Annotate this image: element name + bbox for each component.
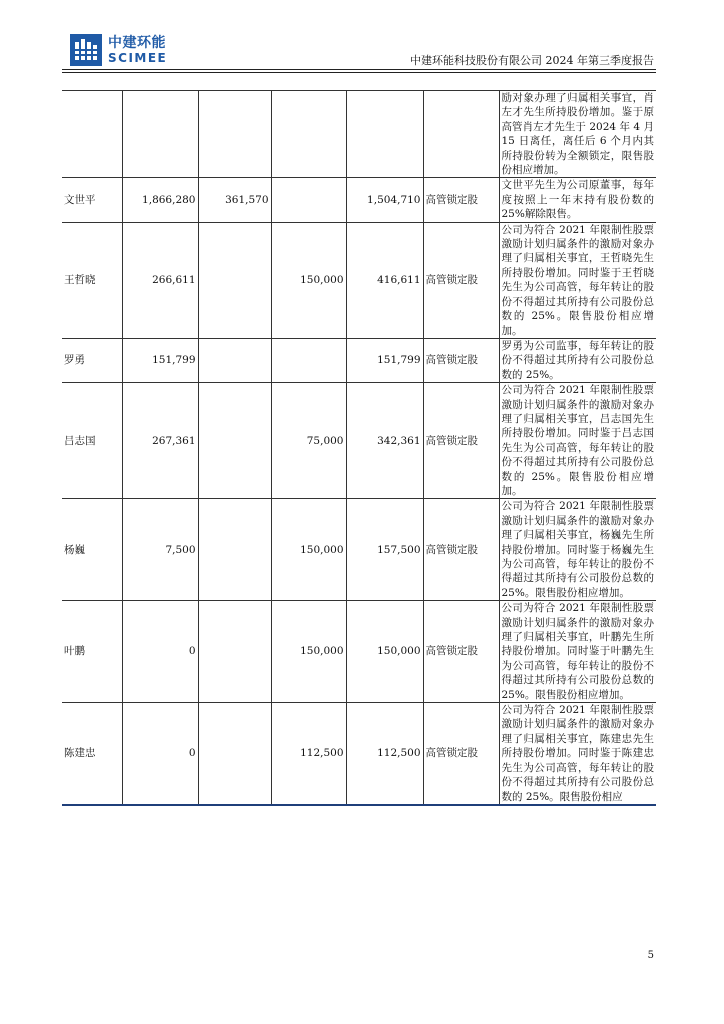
release-note-cell: 罗勇为公司监事，每年转让的股份不得超过其所持有公司股份总数的 25%。 — [499, 338, 656, 382]
beginning-restricted-cell: 0 — [122, 601, 198, 703]
release-note-cell: 文世平先生为公司原董事，每年度按照上一年末持有股份数的 25%解除限售。 — [499, 178, 656, 222]
table-row — [62, 601, 656, 703]
holder-name-cell: 陈建忠 — [62, 703, 122, 805]
beginning-restricted-cell: 0 — [122, 703, 198, 805]
holder-name-cell: 杨巍 — [62, 499, 122, 601]
holder-name-cell — [62, 91, 122, 178]
released-shares-cell — [198, 499, 271, 601]
holder-name-cell: 文世平 — [62, 178, 122, 222]
released-shares-cell — [198, 91, 271, 178]
restricted-shares-table — [62, 90, 656, 806]
holder-name-cell: 叶鹏 — [62, 601, 122, 703]
ending-restricted-cell: 1,504,710 — [346, 178, 423, 222]
released-shares-cell — [198, 222, 271, 338]
released-shares-cell: 361,570 — [198, 178, 271, 222]
release-note-cell: 公司为符合 2021 年限制性股票激励计划归属条件的激励对象办理了归属相关事宜，吕志国先生所持股份增加。同时鉴于吕志国先生为公司高管，每年转让的股份不得超过其所持有公司股份总数的 25%。限售股份相应增加。 — [499, 383, 656, 499]
released-shares-cell — [198, 383, 271, 499]
logo-mark-icon — [70, 34, 102, 66]
release-note-cell: 公司为符合 2021 年限制性股票激励计划归属条件的激励对象办理了归属相关事宜，陈建忠先生所持股份增加。同时鉴于陈建忠先生为公司高管，每年转让的股份不得超过其所持有公司股份总数的 25%。限售股份相应 — [499, 703, 656, 805]
table-row — [62, 383, 656, 499]
beginning-restricted-cell: 266,611 — [122, 222, 198, 338]
released-shares-cell — [198, 703, 271, 805]
report-title: 中建环能科技股份有限公司 2024 年第三季度报告 — [410, 54, 654, 67]
beginning-restricted-cell — [122, 91, 198, 178]
added-shares-cell — [271, 178, 346, 222]
company-logo — [70, 34, 167, 66]
restriction-type-cell: 高管锁定股 — [423, 703, 499, 805]
ending-restricted-cell: 342,361 — [346, 383, 423, 499]
beginning-restricted-cell: 7,500 — [122, 499, 198, 601]
holder-name-cell: 吕志国 — [62, 383, 122, 499]
added-shares-cell: 112,500 — [271, 703, 346, 805]
ending-restricted-cell: 416,611 — [346, 222, 423, 338]
page-number: 5 — [647, 950, 654, 961]
ending-restricted-cell: 112,500 — [346, 703, 423, 805]
released-shares-cell — [198, 338, 271, 382]
release-note-cell: 公司为符合 2021 年限制性股票激励计划归属条件的激励对象办理了归属相关事宜，王哲晓先生所持股份增加。同时鉴于王哲晓先生为公司高管，每年转让的股份不得超过其所持有公司股份总数的 25%。限售股份相应增加。 — [499, 222, 656, 338]
release-note-cell: 励对象办理了归属相关事宜，肖左才先生所持股份增加。鉴于原高管肖左才先生于 2024 年 4 月 15 日离任，离任后 6 个月内其所持股份转为全额锁定，限售股份相应增加。 — [499, 91, 656, 178]
restriction-type-cell: 高管锁定股 — [423, 383, 499, 499]
release-note-cell: 公司为符合 2021 年限制性股票激励计划归属条件的激励对象办理了归属相关事宜，叶鹏先生所持股份增加。同时鉴于叶鹏先生为公司高管，每年转让的股份不得超过其所持有公司股份总数的 25%。限售股份相应增加。 — [499, 601, 656, 703]
header-rule — [62, 69, 656, 70]
added-shares-cell — [271, 338, 346, 382]
release-note-cell: 公司为符合 2021 年限制性股票激励计划归属条件的激励对象办理了归属相关事宜，杨巍先生所持股份增加。同时鉴于杨巍先生为公司高管，每年转让的股份不得超过其所持有公司股份总数的 25%。限售股份相应增加。 — [499, 499, 656, 601]
ending-restricted-cell: 151,799 — [346, 338, 423, 382]
restriction-type-cell — [423, 91, 499, 178]
table-row — [62, 178, 656, 222]
beginning-restricted-cell: 267,361 — [122, 383, 198, 499]
logo-chinese-text: 中建环能 — [108, 35, 166, 51]
table-row — [62, 222, 656, 338]
holder-name-cell: 王哲晓 — [62, 222, 122, 338]
added-shares-cell: 75,000 — [271, 383, 346, 499]
table-row — [62, 499, 656, 601]
released-shares-cell — [198, 601, 271, 703]
table-row — [62, 703, 656, 805]
beginning-restricted-cell: 1,866,280 — [122, 178, 198, 222]
added-shares-cell — [271, 91, 346, 178]
holder-name-cell: 罗勇 — [62, 338, 122, 382]
restriction-type-cell: 高管锁定股 — [423, 338, 499, 382]
logo-english-text: SCIMEE — [108, 51, 168, 65]
restriction-type-cell: 高管锁定股 — [423, 222, 499, 338]
added-shares-cell: 150,000 — [271, 601, 346, 703]
table-row — [62, 91, 656, 178]
restriction-type-cell: 高管锁定股 — [423, 178, 499, 222]
ending-restricted-cell — [346, 91, 423, 178]
restriction-type-cell: 高管锁定股 — [423, 499, 499, 601]
ending-restricted-cell: 157,500 — [346, 499, 423, 601]
added-shares-cell: 150,000 — [271, 222, 346, 338]
beginning-restricted-cell: 151,799 — [122, 338, 198, 382]
ending-restricted-cell: 150,000 — [346, 601, 423, 703]
table-row — [62, 338, 656, 382]
restriction-type-cell: 高管锁定股 — [423, 601, 499, 703]
header-rule-secondary — [62, 72, 656, 73]
added-shares-cell: 150,000 — [271, 499, 346, 601]
